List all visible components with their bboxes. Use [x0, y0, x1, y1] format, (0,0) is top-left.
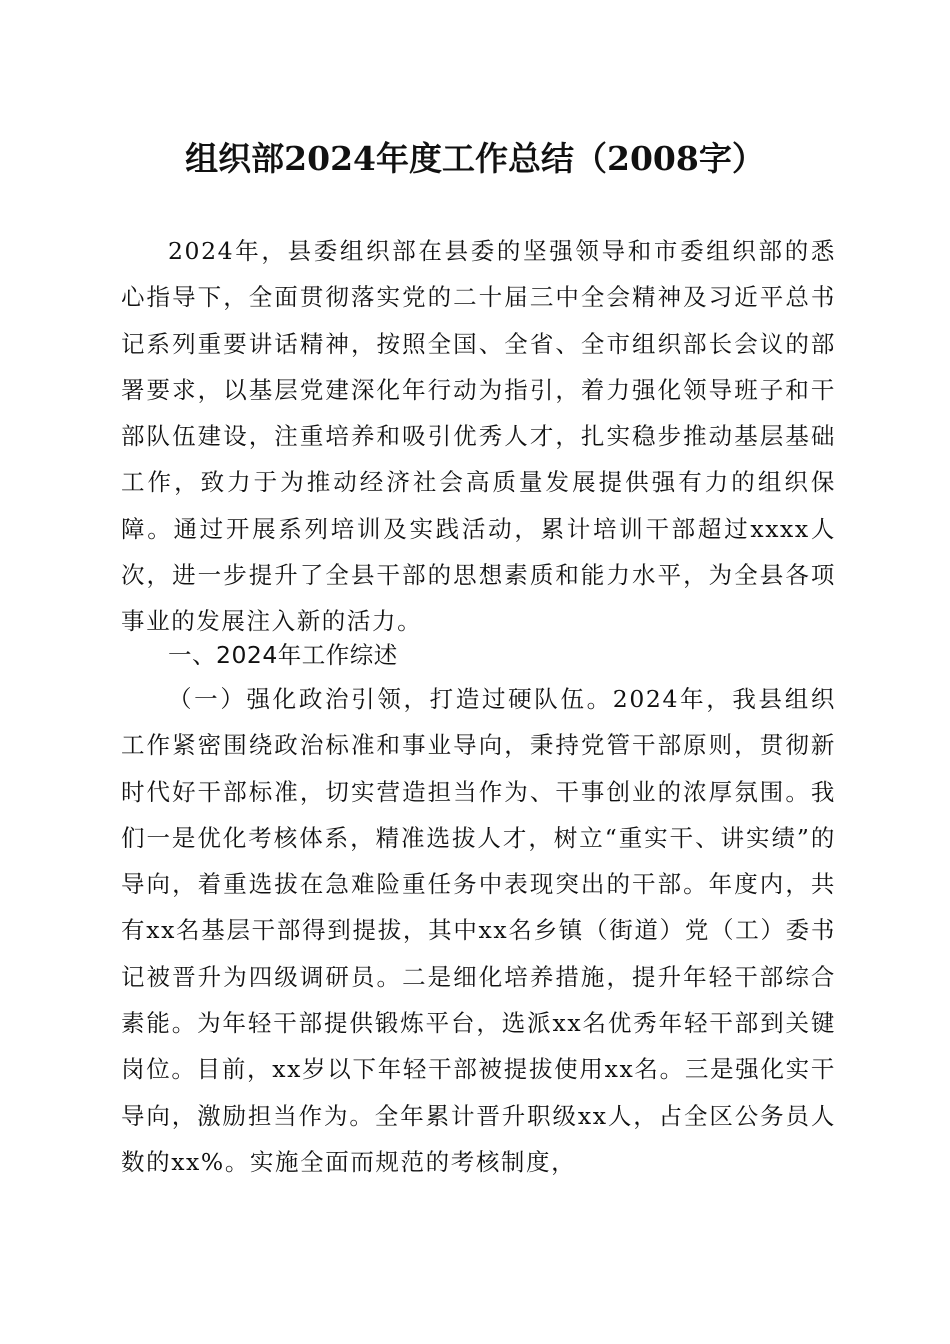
section-paragraph: （一）强化政治引领，打造过硬队伍。2024年，我县组织工作紧密围绕政治标准和事业导向，秉持党管干部原则，贯彻新时代好干部标准，切实营造担当作为、干事创业的浓厚氛围。我们一是优化考核体系，精准选拔人才，树立“重实干、讲实绩”的导向，着重选拔在急难险重任务中表现突出的干部。年度内，共有xx名基层干部得到提拔，其中xx名乡镇（街道）党（工）委书记被晋升为四级调研员。二是细化培养措施，提升年轻干部综合素能。为年轻干部提供锻炼平台，选派xx名优秀年轻干部到关键岗位。目前，xx岁以下年轻干部被提拔使用xx名。三是强化实干导向，激励担当作为。全年累计晋升职级xx人，占全区公务员人数的xx%。实施全面而规范的考核制度，: [121, 685, 836, 1176]
section-heading: 一、2024年工作综述: [168, 641, 398, 669]
document-title: 组织部2024年度工作总结（2008字）: [185, 139, 765, 178]
intro-paragraph: 2024年，县委组织部在县委的坚强领导和市委组织部的悉心指导下，全面贯彻落实党的二十届三中全会精神及习近平总书记系列重要讲话精神，按照全国、全省、全市组织部长会议的部署要求，以基层党建深化年行动为指引，着力强化领导班子和干部队伍建设，注重培养和吸引优秀人才，扎实稳步推动基层基础工作，致力于为推动经济社会高质量发展提供强有力的组织保障。通过开展系列培训及实践活动，累计培训干部超过xxxx人次，进一步提升了全县干部的思想素质和能力水平，为全县各项事业的发展注入新的活力。: [121, 237, 836, 636]
